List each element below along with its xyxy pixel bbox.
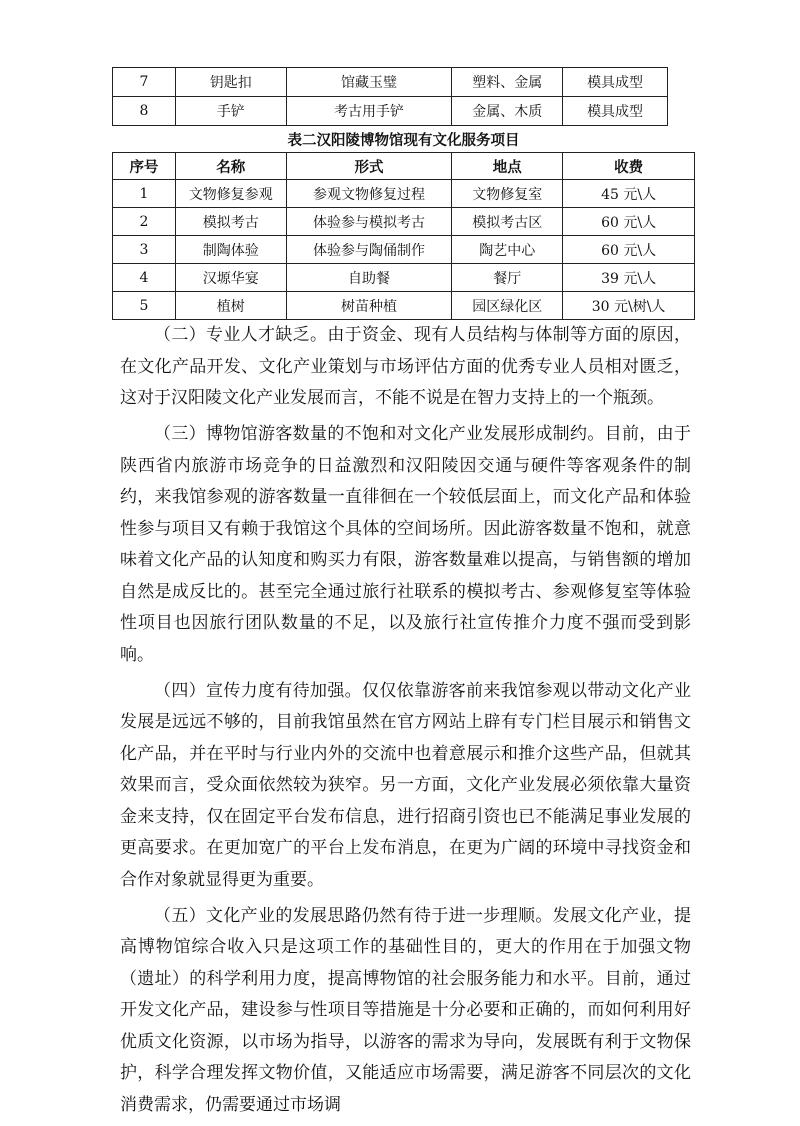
table-row xyxy=(113,68,668,97)
table-cell: 文物修复室 xyxy=(452,180,563,208)
table-cell: 5 xyxy=(113,292,176,320)
table-row xyxy=(113,264,695,292)
table-cell: 30 元\树\人 xyxy=(563,292,695,320)
table-cell: 塑料、金属 xyxy=(452,68,563,97)
table-cell: 8 xyxy=(113,97,176,126)
table-cell: 手铲 xyxy=(175,97,286,126)
table-cell: 模拟考古区 xyxy=(452,208,563,236)
column-header: 序号 xyxy=(113,153,176,180)
table-cell: 4 xyxy=(113,264,176,292)
table-header-row xyxy=(113,153,695,180)
table-cell: 3 xyxy=(113,236,176,264)
column-header: 收费 xyxy=(563,153,695,180)
table-caption: 表二汉阳陵博物馆现有文化服务项目 xyxy=(287,133,520,149)
table-cell: 汉塬华宴 xyxy=(175,264,286,292)
table-cell: 园区绿化区 xyxy=(452,292,563,320)
table-row xyxy=(113,208,695,236)
table-cell: 参观文物修复过程 xyxy=(286,180,452,208)
table-cell: 60 元\人 xyxy=(563,208,695,236)
column-header: 名称 xyxy=(175,153,286,180)
paragraph: （二）专业人才缺乏。由于资金、现有人员结构与体制等方面的原因，在文化产品开发、文化产业策划与市场评估方面的优秀专业人员相对匮乏，这对于汉阳陵文化产业发展而言，不能不说是在智力支持上的一个瓶颈。 xyxy=(120,325,691,408)
table-row xyxy=(113,236,695,264)
table-cell: 金属、木质 xyxy=(452,97,563,126)
table-cell: 树苗种植 xyxy=(286,292,452,320)
table-cell: 制陶体验 xyxy=(175,236,286,264)
table-cell: 植树 xyxy=(175,292,286,320)
table-cell: 考古用手铲 xyxy=(286,97,452,126)
column-header: 形式 xyxy=(286,153,452,180)
table-cell: 45 元\人 xyxy=(563,180,695,208)
paragraph: （五）文化产业的发展思路仍然有待于进一步理顺。发展文化产业，提高博物馆综合收入只是这项工作的基础性目的，更大的作用在于加强文物（遗址）的科学利用力度，提高博物馆的社会服务能力和水平。目前，通过开发文化产品，建设参与性项目等措施是十分必要和正确的，而如何利用好优质文化资源，以市场为指导，以游客的需求为导向，发展既有利于文物保护，科学合理发挥文物价值，又能适应市场需要，满足游客不同层次的文化消费需求，仍需要通过市场调 xyxy=(120,905,691,1115)
table-cell: 2 xyxy=(113,208,176,236)
table-cell: 陶艺中心 xyxy=(452,236,563,264)
table-cell: 文物修复参观 xyxy=(175,180,286,208)
table-row xyxy=(113,180,695,208)
table-cell: 模具成型 xyxy=(563,97,668,126)
table-cell: 餐厅 xyxy=(452,264,563,292)
table-row xyxy=(113,292,695,320)
cultural-services-table xyxy=(112,152,695,320)
table-cell: 39 元\人 xyxy=(563,264,695,292)
table-row xyxy=(113,97,668,126)
table-cell: 模拟考古 xyxy=(175,208,286,236)
table-cell: 自助餐 xyxy=(286,264,452,292)
table-cell: 60 元\人 xyxy=(563,236,695,264)
table-cell: 7 xyxy=(113,68,176,97)
paragraph: （三）博物馆游客数量的不饱和对文化产业发展形成制约。目前，由于陕西省内旅游市场竞争的日益激烈和汉阳陵因交通与硬件等客观条件的制约，来我馆参观的游客数量一直徘徊在一个较低层面上，而文化产品和体验性参与项目又有赖于我馆这个具体的空间场所。因此游客数量不饱和，就意味着文化产品的认知度和购买力有限，游客数量难以提高，与销售额的增加自然是成反比的。甚至完全通过旅行社联系的模拟考古、参观修复室等体验性项目也因旅行团队数量的不足，以及旅行社宣传推介力度不强而受到影响。 xyxy=(120,424,691,665)
column-header: 地点 xyxy=(452,153,563,180)
table-cell: 体验参与模拟考古 xyxy=(286,208,452,236)
paragraph: （四）宣传力度有待加强。仅仅依靠游客前来我馆参观以带动文化产业发展是远远不够的，目前我馆虽然在官方网站上辟有专门栏目展示和销售文化产品，并在平时与行业内外的交流中也着意展示和推介这些产品，但就其效果而言，受众面依然较为狭窄。另一方面，文化产业发展必须依靠大量资金来支持，仅在固定平台发布信息，进行招商引资也已不能满足事业发展的更高要求。在更加宽广的平台上发布消息，在更为广阔的环境中寻找资金和合作对象就显得更为重要。 xyxy=(120,680,691,890)
table-cell: 1 xyxy=(113,180,176,208)
table-cell: 体验参与陶俑制作 xyxy=(286,236,452,264)
table-cell: 钥匙扣 xyxy=(175,68,286,97)
table-cell: 模具成型 xyxy=(563,68,668,97)
table-cell: 馆藏玉璧 xyxy=(286,68,452,97)
body-text xyxy=(120,320,691,1126)
product-table-continued xyxy=(112,67,668,126)
